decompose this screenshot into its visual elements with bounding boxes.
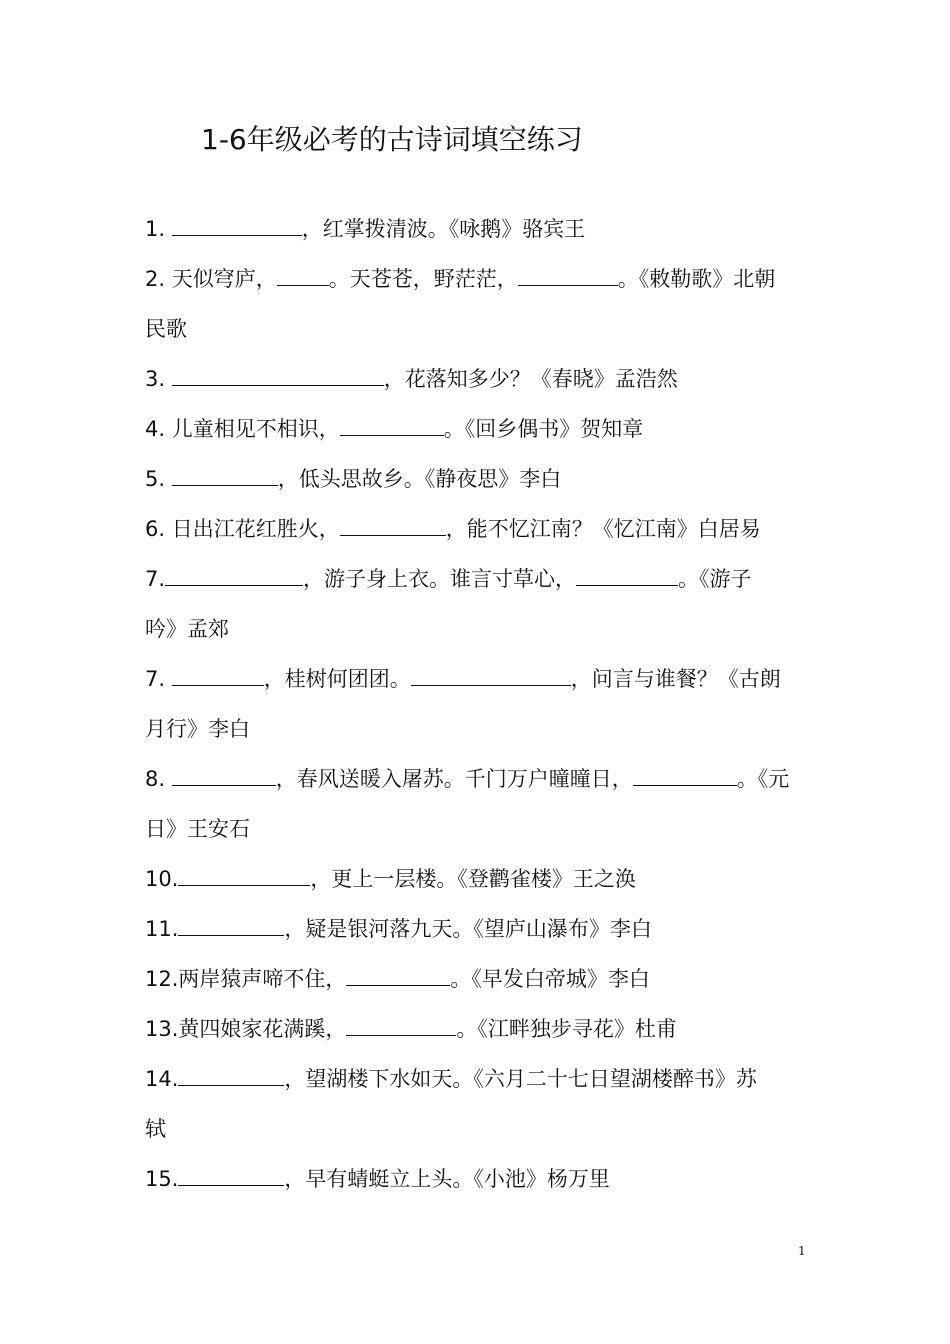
question-text: ，桂树何团团。 (263, 667, 411, 691)
question-number: 11. (145, 917, 179, 941)
question-14-continued (145, 1114, 815, 1144)
question-text: 。《江畔独步寻花》杜甫 (456, 1017, 677, 1041)
question-text: 两岸猿声啼不住， (178, 967, 347, 991)
question-text: 吟》孟郊 (145, 617, 229, 641)
answer-blank (346, 965, 450, 986)
question-text: ，游子身上衣。谁言寸草心， (303, 567, 577, 591)
question-number: 8. (145, 767, 166, 791)
question-number: 15. (145, 1167, 179, 1191)
question-number: 7. (145, 567, 166, 591)
answer-blank (346, 1015, 456, 1036)
question-15 (145, 1164, 815, 1194)
answer-blank (633, 765, 737, 786)
question-11 (145, 914, 815, 944)
question-text: 。《回乡偶书》贺知章 (443, 417, 644, 441)
question-number: 3. (145, 367, 166, 391)
question-text: 儿童相见不相识， (171, 417, 340, 441)
answer-blank (172, 765, 276, 786)
question-number: 2. (145, 267, 166, 291)
question-text: ，红掌拨清波。《咏鹅》骆宾王 (301, 217, 586, 241)
question-number: 4. (145, 417, 166, 441)
question-text: 。《元 (736, 767, 790, 791)
question-number: 14. (145, 1067, 179, 1091)
answer-blank (411, 665, 571, 686)
question-14 (145, 1064, 815, 1094)
question-7b (145, 664, 815, 694)
answer-blank (576, 565, 678, 586)
question-13 (145, 1014, 815, 1044)
question-text: 轼 (145, 1117, 166, 1141)
question-3 (145, 364, 815, 394)
answer-blank (340, 415, 444, 436)
question-6 (145, 514, 815, 544)
question-text: 天似穹庐， (171, 267, 277, 291)
answer-blank (165, 565, 303, 586)
question-8-continued (145, 814, 815, 844)
question-text: ，疑是银河落九天。《望庐山瀑布》李白 (284, 917, 652, 941)
answer-blank (277, 265, 329, 286)
question-text: 。《敕勒歌》北朝 (617, 267, 776, 291)
answer-blank (178, 1065, 284, 1086)
question-text: 日》王安石 (145, 817, 250, 841)
question-text: ，春风送暖入屠苏。千门万户曈曈日， (275, 767, 633, 791)
question-text: ，花落知多少？《春晓》孟浩然 (383, 367, 678, 391)
question-text: ，更上一层楼。《登鹳雀楼》王之涣 (310, 867, 636, 891)
question-number: 12. (145, 967, 179, 991)
answer-blank (178, 865, 310, 886)
question-text: ，低头思故乡。《静夜思》李白 (277, 467, 562, 491)
answer-blank (172, 365, 384, 386)
question-text: ，早有蜻蜓立上头。《小池》杨万里 (284, 1167, 610, 1191)
question-text: ，问言与谁餐？《古朗 (570, 667, 781, 691)
answer-blank (172, 465, 278, 486)
answer-blank (178, 915, 284, 936)
question-text: 日出江花红胜火， (171, 517, 340, 541)
answer-blank (172, 215, 302, 236)
question-text: 黄四娘家花满蹊， (178, 1017, 347, 1041)
question-number: 10. (145, 867, 179, 891)
answer-blank (172, 665, 264, 686)
answer-blank (340, 515, 446, 536)
question-number: 5. (145, 467, 166, 491)
question-7a-continued (145, 614, 815, 644)
question-12 (145, 964, 815, 994)
page-title: 1-6年级必考的古诗词填空练习 (201, 123, 583, 156)
question-5 (145, 464, 815, 494)
question-10 (145, 864, 815, 894)
answer-blank (518, 265, 618, 286)
question-number: 6. (145, 517, 166, 541)
answer-blank (178, 1165, 284, 1186)
question-8 (145, 764, 815, 794)
question-text: 。《早发白帝城》李白 (450, 967, 650, 991)
question-text: 月行》李白 (145, 717, 250, 741)
question-text: ，能不忆江南？《忆江南》白居易 (445, 517, 761, 541)
question-1 (145, 214, 815, 244)
question-4 (145, 414, 815, 444)
question-text: ，望湖楼下水如天。《六月二十七日望湖楼醉书》苏 (284, 1067, 757, 1091)
question-text: 民歌 (145, 317, 187, 341)
question-2 (145, 264, 815, 294)
page-number: 1 (798, 1244, 806, 1258)
question-text: 。《游子 (678, 567, 752, 591)
question-2-continued (145, 314, 815, 344)
question-number: 1. (145, 217, 166, 241)
question-number: 13. (145, 1017, 179, 1041)
question-number: 7. (145, 667, 166, 691)
question-7b-continued (145, 714, 815, 744)
question-text: 。天苍苍，野茫茫， (328, 267, 518, 291)
question-7a (145, 564, 815, 594)
